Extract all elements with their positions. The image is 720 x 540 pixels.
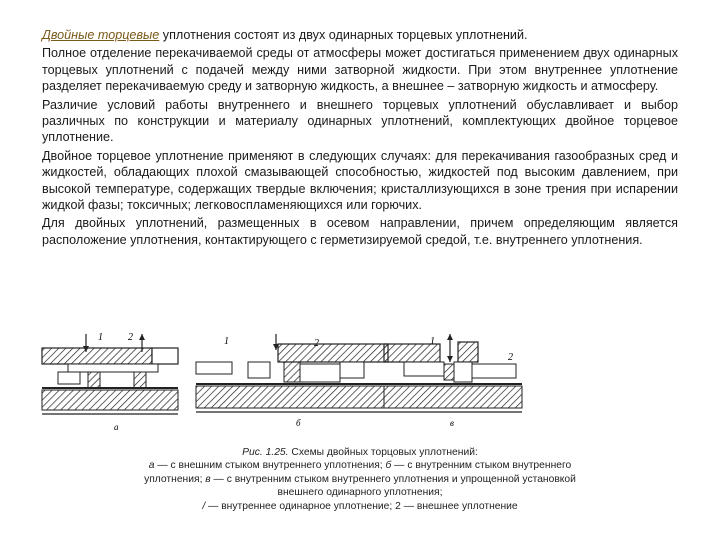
- caption-text-a: — с внешним стыком внутреннего уплотнения;: [154, 460, 386, 472]
- diagram-c: [384, 334, 522, 412]
- diagram-a: [42, 334, 178, 414]
- paragraph-4: Двойное торцевое уплотнение применяют в следующих случаях: для перекачивания газообразных сред и жидкостей, обладающих плохой смазывающей способностью, жидкостей под высоким давлением, при высокой температуре, содержащих твердые включения; кристаллизующихся в зоне трения при испарении жидкой фазы; токсичных; легковоспламеняющихся или горючих.: [42, 148, 678, 213]
- diagram-a-label-1: 1: [98, 332, 103, 343]
- diagram-c-label-2: 2: [508, 352, 513, 363]
- diagram-b-sublabel: б: [296, 418, 301, 428]
- diagram-a-sublabel: а: [114, 422, 119, 432]
- lead-term: Двойные торцевые: [42, 28, 160, 42]
- paragraph-1-rest: уплотнения состоят из двух одинарных торцевых уплотнений.: [159, 28, 528, 42]
- caption-key-c: в: [205, 473, 211, 485]
- caption-title: Схемы двойных торцовых уплотнений:: [288, 447, 478, 458]
- seal-diagrams-figure: [38, 326, 678, 438]
- paragraph-2: Полное отделение перекачиваемой среды от атмосферы может достигаться применением двух одинарных торцевых уплотнений с подачей между ними затворной жидкости. При этом внутреннее уплотнение разделяет перекачиваемую среду и затворную жидкость, а внешнее – затворную жидкость и атмосферу.: [42, 46, 678, 94]
- diagram-a-label-2: 2: [128, 332, 133, 343]
- caption-text-c: — с внутренним стыком внутреннего уплотнения и упрощенной установкой: [210, 473, 576, 485]
- caption-text-legend: — внутреннее одинарное уплотнение; 2 — внешнее уплотнение: [205, 500, 518, 512]
- diagram-c-sublabel: в: [450, 418, 454, 428]
- diagram-c-label-1: 1: [430, 336, 435, 347]
- diagram-b-label-1: 1: [224, 336, 229, 347]
- figure-caption: [90, 446, 630, 513]
- paragraph-1: [42, 27, 678, 43]
- caption-key-a: а: [148, 460, 155, 472]
- caption-label: Рис. 1.25.: [242, 447, 289, 458]
- caption-line-1: [90, 446, 630, 459]
- caption-line-4: внешнего одинарного уплотнения;: [277, 487, 443, 499]
- caption-line-2: [90, 459, 630, 472]
- paragraph-5: Для двойных уплотнений, размещенных в осевом направлении, причем определяющим является расположение уплотнения, контактирующего с герметизируемой средой, т.е. внутреннего уплотнения.: [42, 216, 678, 247]
- diagram-b-label-2: 2: [314, 338, 319, 349]
- paragraph-3: Различие условий работы внутреннего и внешнего торцевых уплотнений обуславливает и выбор различных по конструкции и материалу одинарных уплотнений, комплектующих двойное торцевое уплотнение.: [42, 97, 678, 145]
- caption-text-b-cont: уплотнения;: [144, 473, 206, 485]
- caption-text-b: — с внутренним стыком внутреннего: [391, 460, 572, 472]
- caption-line-3: [90, 473, 630, 486]
- caption-line-5: [90, 500, 630, 513]
- body-text: [42, 27, 678, 250]
- caption-key-1: /: [202, 500, 206, 512]
- caption-key-b: б: [385, 460, 392, 472]
